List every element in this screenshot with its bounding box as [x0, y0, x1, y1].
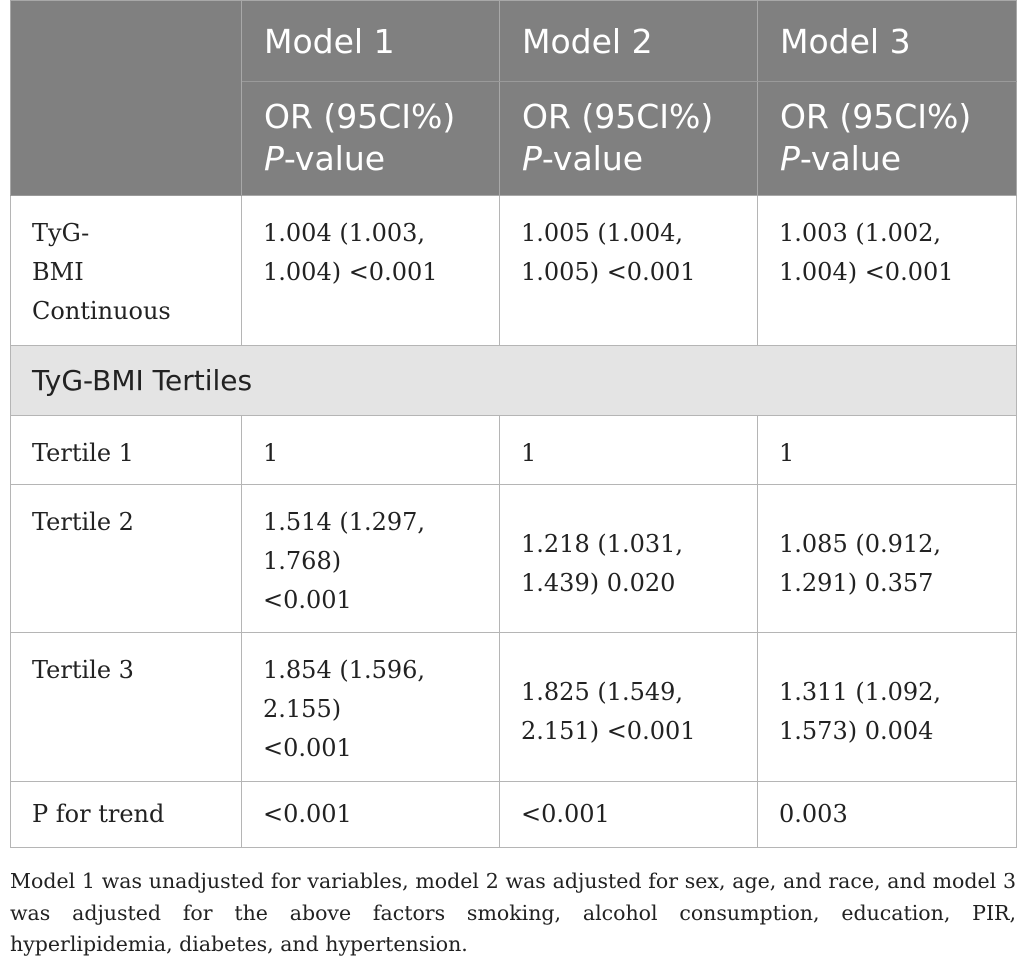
header-model-2: Model 2 — [500, 1, 758, 82]
section-row-tertiles — [11, 346, 1017, 416]
header-empty-cell — [11, 1, 242, 196]
table-cell: 1.514 (1.297, 1.768) <0.001 — [242, 485, 500, 633]
table-cell: 1.218 (1.031, 1.439) 0.020 — [500, 485, 758, 633]
table-row-p-trend — [11, 782, 1017, 848]
table-cell: 1.004 (1.003, 1.004) <0.001 — [242, 196, 500, 346]
table-cell: <0.001 — [242, 782, 500, 848]
table-footnote: Model 1 was unadjusted for variables, model 2 was adjusted for sex, age, and race, and model 3 was adjusted for the above factors smoking, alcohol consumption, education, PIR, hyperlipidemia, diabetes, and hypertension. — [10, 869, 1016, 956]
section-label: TyG-BMI Tertiles — [11, 346, 1017, 416]
p-value-label: P-value — [522, 139, 644, 178]
table-cell: <0.001 — [500, 782, 758, 848]
row-label: P for trend — [11, 782, 242, 848]
table-row-tertile-1 — [11, 416, 1017, 485]
table-cell: 1.005 (1.004, 1.005) <0.001 — [500, 196, 758, 346]
header-row-models — [11, 1, 1017, 82]
header-metric-2 — [500, 82, 758, 196]
table-cell: 1.311 (1.092, 1.573) 0.004 — [758, 633, 1017, 782]
header-metric-3 — [758, 82, 1017, 196]
table-row-tertile-2 — [11, 485, 1017, 633]
results-table — [10, 0, 1017, 848]
table-cell: 1 — [500, 416, 758, 485]
results-table-container — [10, 0, 1016, 848]
row-label: Tertile 3 — [11, 633, 242, 782]
header-metric-1 — [242, 82, 500, 196]
row-label: Tertile 1 — [11, 416, 242, 485]
header-model-3: Model 3 — [758, 1, 1017, 82]
header-model-1: Model 1 — [242, 1, 500, 82]
row-label: Tertile 2 — [11, 485, 242, 633]
table-row-tertile-3 — [11, 633, 1017, 782]
table-cell: 1 — [242, 416, 500, 485]
or-label: OR (95CI%) — [264, 97, 456, 136]
or-label: OR (95CI%) — [522, 97, 714, 136]
table-cell: 1.854 (1.596, 2.155) <0.001 — [242, 633, 500, 782]
or-label: OR (95CI%) — [780, 97, 972, 136]
row-label: TyG- BMI Continuous — [11, 196, 242, 346]
table-row-continuous — [11, 196, 1017, 346]
table-cell: 1.085 (0.912, 1.291) 0.357 — [758, 485, 1017, 633]
p-value-label: P-value — [780, 139, 902, 178]
p-value-label: P-value — [264, 139, 386, 178]
table-cell: 1.003 (1.002, 1.004) <0.001 — [758, 196, 1017, 346]
table-cell: 0.003 — [758, 782, 1017, 848]
table-cell: 1.825 (1.549, 2.151) <0.001 — [500, 633, 758, 782]
table-cell: 1 — [758, 416, 1017, 485]
